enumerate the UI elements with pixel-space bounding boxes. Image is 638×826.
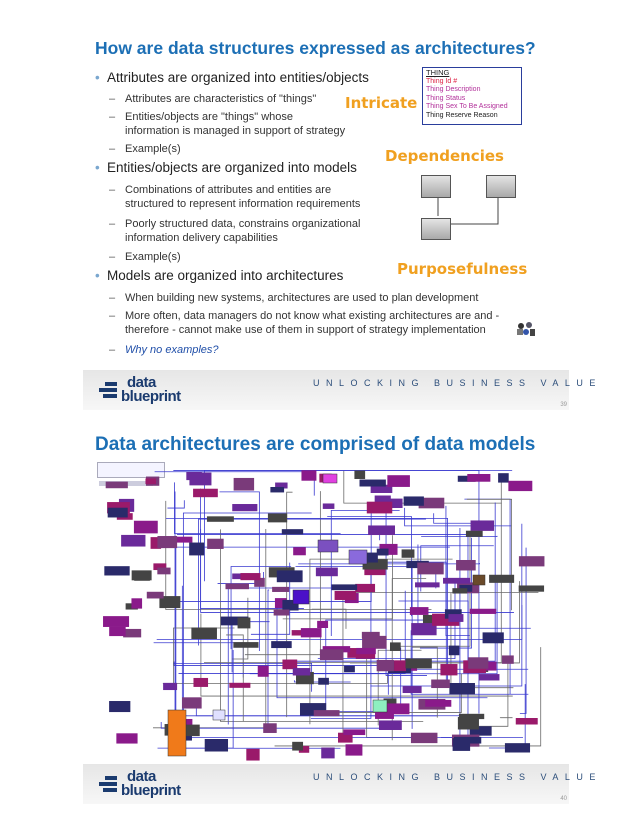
entity-box xyxy=(456,560,476,570)
entity-box xyxy=(205,739,228,751)
entity-box xyxy=(193,678,208,687)
entity-box xyxy=(232,504,257,511)
relationship-line xyxy=(421,536,497,537)
entity-box xyxy=(123,629,141,637)
entity-box xyxy=(452,588,467,593)
bullet-level2: – More often, data managers do not know what existing architectures are and - therefore - cannot make use of them in support of strategy implementation xyxy=(109,309,579,337)
entity-box xyxy=(189,473,211,486)
entity-box xyxy=(193,489,218,497)
entity-box xyxy=(375,496,391,503)
marker-intricate: Intricate xyxy=(345,94,418,112)
entity-box xyxy=(403,686,422,693)
logo-word-data: data xyxy=(127,768,156,785)
relationship-line xyxy=(467,499,512,610)
entity-box xyxy=(502,655,514,663)
relationship-line xyxy=(298,563,479,564)
entity-box xyxy=(466,531,483,537)
slide-footer xyxy=(83,764,602,804)
entity-box xyxy=(354,471,365,479)
slide-footer xyxy=(83,370,602,410)
bullet-level2: – Example(s) xyxy=(109,142,181,156)
entity-box xyxy=(394,660,406,671)
entity-box xyxy=(134,521,158,534)
entity-box xyxy=(467,474,490,482)
entity-title: THING xyxy=(426,68,450,77)
entity-box xyxy=(519,556,545,566)
entity-box xyxy=(449,646,459,656)
bullet-level1: • Entities/objects are organized into models xyxy=(95,160,357,175)
highlighted-entity-box xyxy=(293,590,309,604)
entity-box xyxy=(431,680,450,689)
entity-box xyxy=(106,482,128,489)
bullet-level1: • Models are organized into architectures xyxy=(95,268,343,283)
people-clipart-icon xyxy=(515,320,537,338)
entity-box xyxy=(132,570,152,580)
highlighted-entity-box xyxy=(323,474,337,483)
entity-box xyxy=(176,537,192,543)
entity-box xyxy=(131,598,142,608)
entity-box xyxy=(116,733,137,743)
entity-box xyxy=(270,487,284,492)
slide-title: Data architectures are comprised of data models xyxy=(95,434,536,455)
entity-box xyxy=(109,701,130,712)
bullet-level2-link[interactable]: – Why no examples? xyxy=(109,343,219,357)
entity-box xyxy=(246,749,259,761)
entity-box xyxy=(332,584,358,590)
entity-box xyxy=(282,529,303,534)
entity-box xyxy=(189,543,204,556)
entity-box xyxy=(108,508,128,518)
entity-box xyxy=(207,516,234,521)
entity-box xyxy=(317,621,328,628)
entity-box xyxy=(191,627,217,639)
entity-box xyxy=(301,470,316,480)
logo-word-data: data xyxy=(127,374,156,391)
entity-box xyxy=(415,582,440,587)
entity-box xyxy=(263,723,276,733)
entity-box xyxy=(238,617,251,628)
entity-box xyxy=(519,585,544,591)
footer-tagline: UNLOCKING BUSINESS VALUE xyxy=(313,772,602,782)
entity-box xyxy=(258,666,269,677)
entity-box xyxy=(483,632,504,643)
entity-box xyxy=(234,478,254,491)
highlighted-entity-box xyxy=(318,540,338,552)
slide-1 xyxy=(83,30,602,410)
entity-block xyxy=(486,175,516,198)
entity-box xyxy=(320,649,344,660)
entity-box xyxy=(277,570,303,582)
logo-mark-icon xyxy=(97,774,119,794)
entity-box xyxy=(367,502,392,514)
entity-box xyxy=(157,568,170,575)
entity-box xyxy=(489,575,514,583)
bullet-level2: – Combinations of attributes and entities are structured to represent information requirements xyxy=(109,183,360,211)
highlighted-entity-box xyxy=(349,550,367,564)
bullet-level1: • Attributes are organized into entities/objects xyxy=(95,70,369,85)
entity-box xyxy=(346,744,363,755)
entity-box xyxy=(157,536,177,548)
entity-box xyxy=(240,573,260,580)
entity-box xyxy=(182,697,202,708)
entity-box xyxy=(321,748,334,759)
entity-box xyxy=(390,642,401,651)
enterprise-data-model-diagram xyxy=(93,460,559,760)
entity-box xyxy=(121,535,145,547)
entity-box-thing xyxy=(422,67,522,125)
bullet-level2: – Attributes are characteristics of "things" xyxy=(109,92,316,106)
entity-box xyxy=(301,628,322,637)
entity-box xyxy=(410,607,429,615)
slide-2 xyxy=(83,426,602,804)
entity-box xyxy=(362,636,387,649)
entity-attribute: Thing Description xyxy=(426,86,481,94)
entity-box xyxy=(449,683,475,695)
entity-box xyxy=(448,614,463,622)
relationship-line xyxy=(167,500,184,508)
highlighted-entity-box xyxy=(213,710,225,720)
entity-box xyxy=(147,592,164,599)
entity-box xyxy=(516,718,538,724)
entity-box xyxy=(272,587,289,592)
entity-box xyxy=(470,609,497,614)
entity-primary-key: Thing Id # xyxy=(426,77,458,85)
entity-box xyxy=(323,503,335,508)
entity-box xyxy=(443,578,470,584)
entity-box xyxy=(282,660,297,670)
data-blueprint-logo xyxy=(97,376,197,404)
footer-tagline: UNLOCKING BUSINESS VALUE xyxy=(313,378,602,388)
entity-box xyxy=(343,729,365,735)
entity-box xyxy=(318,678,329,685)
marker-purposefulness: Purposefulness xyxy=(397,260,528,278)
entity-box xyxy=(387,475,410,487)
entity-box xyxy=(377,660,394,671)
entity-box xyxy=(417,563,443,575)
relationship-line xyxy=(154,643,244,678)
entity-box xyxy=(292,742,303,751)
highlighted-entity-box xyxy=(373,700,387,712)
entity-box xyxy=(268,513,287,522)
logo-mark-icon xyxy=(97,380,119,400)
entity-box xyxy=(411,733,438,743)
entity-box xyxy=(314,710,340,716)
entity-box xyxy=(440,664,457,675)
entity-box xyxy=(207,539,224,549)
entity-attribute: Thing Status xyxy=(426,94,466,102)
entity-box xyxy=(145,478,156,484)
bullet-level2: – Example(s) xyxy=(109,250,181,264)
entity-box xyxy=(404,496,424,505)
entity-box xyxy=(402,549,415,557)
slide-title: How are data structures expressed as architectures? xyxy=(95,38,536,58)
entity-box xyxy=(454,737,481,744)
entity-box xyxy=(505,743,530,752)
page-number: 40 xyxy=(560,796,567,802)
entity-box xyxy=(163,683,177,690)
entity-box xyxy=(316,568,338,577)
entity-box xyxy=(109,627,125,636)
bullet-level2: – Poorly structured data, constrains organizational information delivery capabilities xyxy=(109,217,360,245)
entity-box xyxy=(229,683,250,688)
highlighted-entity-box xyxy=(473,575,485,585)
entity-box xyxy=(368,525,395,535)
entity-box xyxy=(379,720,402,730)
bullet-level2: – When building new systems, architectures are used to plan development xyxy=(109,291,579,305)
relationship-line xyxy=(268,590,269,732)
marker-dependencies: Dependencies xyxy=(385,147,504,165)
logo-word-blueprint: blueprint xyxy=(121,388,181,405)
entity-box xyxy=(498,473,509,482)
entity-box xyxy=(104,566,129,575)
entity-box xyxy=(425,700,451,707)
entity-box xyxy=(335,591,356,600)
entity-box xyxy=(103,616,129,627)
entity-box xyxy=(271,641,291,648)
entity-attribute: Thing Sex To Be Assigned xyxy=(426,103,508,111)
entity-box xyxy=(479,674,500,680)
highlighted-entity-box xyxy=(168,710,186,756)
entity-box xyxy=(356,648,376,654)
entity-box xyxy=(225,583,248,589)
entity-box xyxy=(233,642,258,648)
entity-box xyxy=(344,666,355,672)
entity-box xyxy=(377,549,389,556)
entity-box xyxy=(406,658,432,668)
entity-block xyxy=(421,218,451,240)
entity-box xyxy=(508,481,532,491)
entity-box xyxy=(458,717,479,729)
relationship-line xyxy=(489,684,525,748)
data-blueprint-logo xyxy=(97,770,197,798)
entity-box xyxy=(355,584,375,592)
bullet-level2: – Entities/objects are "things" whose information is managed in support of strategy xyxy=(109,110,345,138)
entity-box xyxy=(293,668,311,675)
entity-attribute: Thing Reserve Reason xyxy=(426,111,498,119)
entity-box xyxy=(274,610,290,616)
relationship-line xyxy=(226,635,243,722)
page-number: 39 xyxy=(560,402,567,408)
entity-block xyxy=(421,175,451,198)
entity-box xyxy=(293,547,306,555)
logo-word-blueprint: blueprint xyxy=(121,782,181,799)
entity-box xyxy=(468,657,488,668)
entity-box xyxy=(360,480,386,487)
entity-box xyxy=(471,520,495,530)
